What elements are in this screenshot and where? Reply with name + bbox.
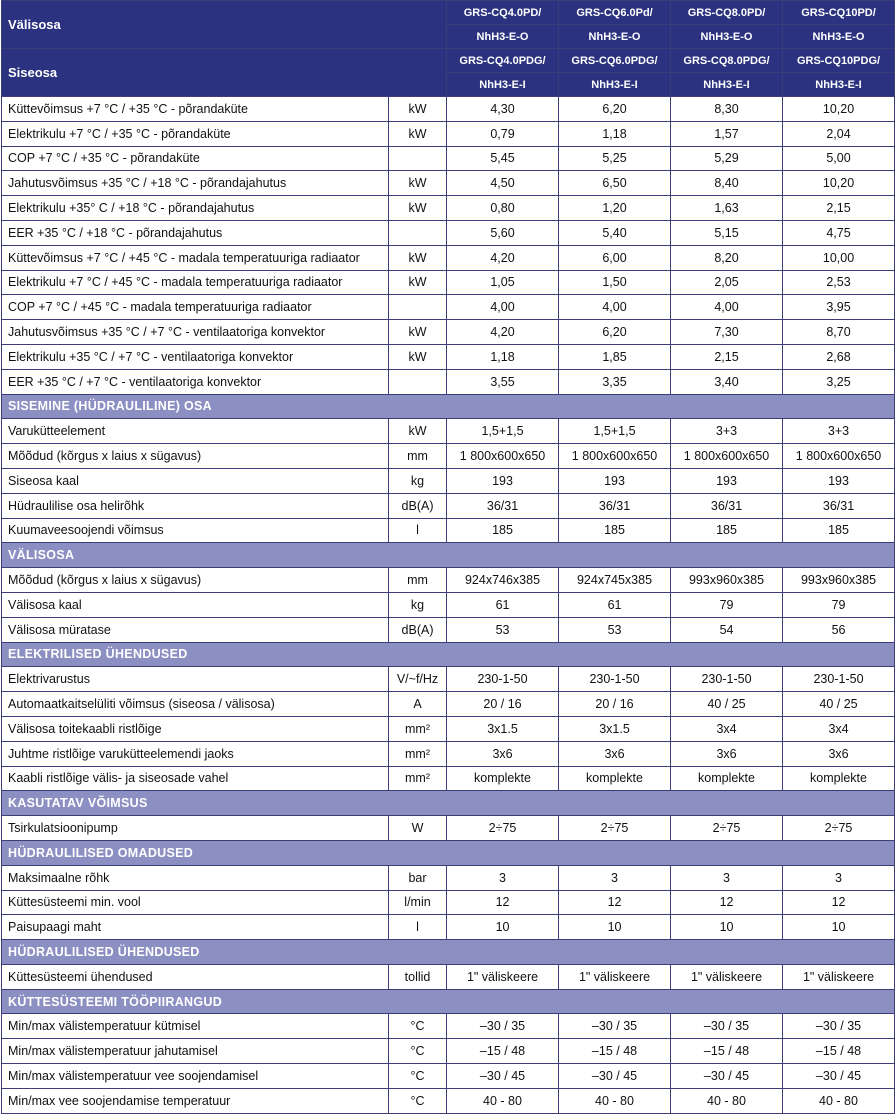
spec-value: 8,70 (783, 320, 895, 345)
spec-value: 2,05 (671, 270, 783, 295)
spec-value: 10 (671, 915, 783, 940)
spec-value: 1,18 (447, 344, 559, 369)
spec-value: 924x745x385 (559, 568, 671, 593)
spec-value: 230-1-50 (671, 667, 783, 692)
spec-value: 79 (783, 592, 895, 617)
spec-value: 40 - 80 (783, 1088, 895, 1113)
spec-label: Elektrikulu +7 °C / +35 °C - põrandaküte (2, 121, 389, 146)
spec-row (2, 171, 895, 196)
spec-unit: tollid (389, 964, 447, 989)
spec-value: 3 (783, 865, 895, 890)
spec-unit: °C (389, 1014, 447, 1039)
spec-value: 8,30 (671, 97, 783, 122)
spec-row (2, 468, 895, 493)
spec-value: 6,20 (559, 97, 671, 122)
spec-value: 5,60 (447, 220, 559, 245)
spec-value: 1" väliskeere (671, 964, 783, 989)
spec-row (2, 369, 895, 394)
spec-row (2, 518, 895, 543)
spec-value: 993x960x385 (671, 568, 783, 593)
spec-unit: kW (389, 344, 447, 369)
spec-unit: l/min (389, 890, 447, 915)
outdoor-model-line1: GRS-CQ10PD/ (783, 1, 895, 25)
spec-label: Mõõdud (kõrgus x laius x sügavus) (2, 444, 389, 469)
spec-label: Siseosa kaal (2, 468, 389, 493)
spec-value: 5,40 (559, 220, 671, 245)
spec-value: 2,53 (783, 270, 895, 295)
spec-value: 2,68 (783, 344, 895, 369)
spec-value: 1,18 (559, 121, 671, 146)
spec-row (2, 1014, 895, 1039)
spec-table-body (2, 1, 895, 1114)
spec-value: 4,20 (447, 245, 559, 270)
outdoor-unit-heading: Välisosa (2, 1, 447, 49)
section-title: HÜDRAULILISED OMADUSED (2, 840, 895, 865)
spec-label: Mõõdud (kõrgus x laius x sügavus) (2, 568, 389, 593)
spec-value: 10 (783, 915, 895, 940)
spec-row (2, 220, 895, 245)
section-title: KASUTATAV VÕIMSUS (2, 791, 895, 816)
spec-unit (389, 220, 447, 245)
spec-value: 4,20 (447, 320, 559, 345)
spec-value: 40 - 80 (559, 1088, 671, 1113)
spec-value: 10,00 (783, 245, 895, 270)
outdoor-model-line1: GRS-CQ4.0PD/ (447, 1, 559, 25)
spec-label: COP +7 °C / +35 °C - põrandaküte (2, 146, 389, 171)
spec-value: 2÷75 (559, 816, 671, 841)
spec-value: 3,35 (559, 369, 671, 394)
spec-value: 4,30 (447, 97, 559, 122)
spec-label: Elektrikulu +35 °C / +7 °C - ventilaatoriga konvektor (2, 344, 389, 369)
spec-label: Min/max välistemperatuur vee soojendamisel (2, 1064, 389, 1089)
spec-label: Küttevõimsus +7 °C / +45 °C - madala temperatuuriga radiaator (2, 245, 389, 270)
spec-label: Varukütteelement (2, 419, 389, 444)
spec-value: 3x6 (447, 741, 559, 766)
spec-value: 1,85 (559, 344, 671, 369)
outdoor-model-line1: GRS-CQ8.0PD/ (671, 1, 783, 25)
spec-unit: °C (389, 1064, 447, 1089)
spec-value: 40 - 80 (447, 1088, 559, 1113)
indoor-model-header-row-1 (2, 49, 895, 73)
spec-value: 3+3 (783, 419, 895, 444)
spec-value: 1 800x600x650 (559, 444, 671, 469)
spec-value: 1,50 (559, 270, 671, 295)
spec-label: Kaabli ristlõige välis- ja siseosade vahel (2, 766, 389, 791)
spec-value: –30 / 35 (783, 1014, 895, 1039)
spec-value: 193 (447, 468, 559, 493)
spec-unit: kW (389, 245, 447, 270)
spec-value: 56 (783, 617, 895, 642)
spec-value: 1" väliskeere (447, 964, 559, 989)
spec-value: –15 / 48 (447, 1039, 559, 1064)
spec-row (2, 915, 895, 940)
spec-unit: mm (389, 568, 447, 593)
spec-value: 2÷75 (671, 816, 783, 841)
spec-row (2, 592, 895, 617)
spec-value: 61 (447, 592, 559, 617)
spec-value: 1,20 (559, 196, 671, 221)
outdoor-model-header-row-1 (2, 1, 895, 25)
spec-value: –15 / 48 (671, 1039, 783, 1064)
spec-value: –30 / 35 (447, 1014, 559, 1039)
spec-value: 40 - 80 (671, 1088, 783, 1113)
spec-value: 2÷75 (783, 816, 895, 841)
spec-value: 4,75 (783, 220, 895, 245)
spec-row (2, 741, 895, 766)
spec-row (2, 270, 895, 295)
spec-value: 3,55 (447, 369, 559, 394)
spec-value: 4,00 (671, 295, 783, 320)
spec-value: 3x1.5 (559, 716, 671, 741)
spec-value: –30 / 35 (671, 1014, 783, 1039)
spec-unit: bar (389, 865, 447, 890)
spec-value: 230-1-50 (447, 667, 559, 692)
spec-value: 193 (783, 468, 895, 493)
spec-value: 40 / 25 (671, 692, 783, 717)
spec-value: 10 (559, 915, 671, 940)
spec-value: 10 (447, 915, 559, 940)
spec-unit: kW (389, 320, 447, 345)
spec-value: 230-1-50 (559, 667, 671, 692)
spec-row (2, 295, 895, 320)
spec-row (2, 419, 895, 444)
spec-value: 79 (671, 592, 783, 617)
spec-label: Automaatkaitselüliti võimsus (siseosa / välisosa) (2, 692, 389, 717)
spec-row (2, 890, 895, 915)
spec-value: 8,20 (671, 245, 783, 270)
spec-value: 0,80 (447, 196, 559, 221)
spec-row (2, 964, 895, 989)
spec-unit: kW (389, 270, 447, 295)
spec-value: 3,40 (671, 369, 783, 394)
spec-label: Juhtme ristlõige varukütteelemendi jaoks (2, 741, 389, 766)
spec-unit (389, 369, 447, 394)
spec-value: 1" väliskeere (783, 964, 895, 989)
spec-label: Küttesüsteemi min. vool (2, 890, 389, 915)
spec-label: Paisupaagi maht (2, 915, 389, 940)
spec-value: 4,00 (559, 295, 671, 320)
indoor-unit-heading: Siseosa (2, 49, 447, 97)
spec-value: –30 / 45 (671, 1064, 783, 1089)
spec-unit: °C (389, 1088, 447, 1113)
spec-value: komplekte (447, 766, 559, 791)
spec-value: 5,45 (447, 146, 559, 171)
spec-row (2, 493, 895, 518)
spec-value: 1,5+1,5 (559, 419, 671, 444)
spec-unit: dB(A) (389, 493, 447, 518)
spec-value: 61 (559, 592, 671, 617)
spec-value: 6,00 (559, 245, 671, 270)
spec-row (2, 766, 895, 791)
spec-value: komplekte (783, 766, 895, 791)
spec-row (2, 865, 895, 890)
spec-value: 5,15 (671, 220, 783, 245)
spec-row (2, 667, 895, 692)
indoor-model-line1: GRS-CQ4.0PDG/ (447, 49, 559, 73)
spec-label: EER +35 °C / +18 °C - põrandajahutus (2, 220, 389, 245)
spec-unit: W (389, 816, 447, 841)
section-header-row (2, 791, 895, 816)
spec-value: komplekte (671, 766, 783, 791)
spec-label: Elektrikulu +7 °C / +45 °C - madala temperatuuriga radiaator (2, 270, 389, 295)
spec-value: 54 (671, 617, 783, 642)
section-title: ELEKTRILISED ÜHENDUSED (2, 642, 895, 667)
spec-label: EER +35 °C / +7 °C - ventilaatoriga konvektor (2, 369, 389, 394)
spec-label: Kuumaveesoojendi võimsus (2, 518, 389, 543)
outdoor-model-line2: NhH3-E-O (671, 25, 783, 49)
spec-unit: kW (389, 419, 447, 444)
spec-value: 3 (671, 865, 783, 890)
spec-row (2, 617, 895, 642)
spec-value: 40 / 25 (783, 692, 895, 717)
spec-value: 230-1-50 (783, 667, 895, 692)
spec-unit: kg (389, 468, 447, 493)
spec-value: 3x6 (671, 741, 783, 766)
spec-value: 185 (671, 518, 783, 543)
spec-value: 36/31 (447, 493, 559, 518)
spec-value: 185 (559, 518, 671, 543)
spec-row (2, 1039, 895, 1064)
spec-value: 2,15 (783, 196, 895, 221)
spec-row (2, 716, 895, 741)
spec-value: 2÷75 (447, 816, 559, 841)
spec-label: COP +7 °C / +45 °C - madala temperatuuriga radiaator (2, 295, 389, 320)
outdoor-model-line2: NhH3-E-O (783, 25, 895, 49)
spec-unit: l (389, 518, 447, 543)
spec-value: 193 (671, 468, 783, 493)
spec-row (2, 344, 895, 369)
spec-value: –30 / 45 (447, 1064, 559, 1089)
spec-unit: A (389, 692, 447, 717)
spec-unit: l (389, 915, 447, 940)
section-header-row (2, 940, 895, 965)
spec-value: 1" väliskeere (559, 964, 671, 989)
spec-value: 3,95 (783, 295, 895, 320)
spec-value: –30 / 35 (559, 1014, 671, 1039)
indoor-model-line2: NhH3-E-I (559, 73, 671, 97)
indoor-model-line1: GRS-CQ8.0PDG/ (671, 49, 783, 73)
spec-label: Elektrivarustus (2, 667, 389, 692)
spec-value: 2,15 (671, 344, 783, 369)
section-title: SISEMINE (HÜDRAULILINE) OSA (2, 394, 895, 419)
spec-row (2, 1088, 895, 1113)
spec-value: 10,20 (783, 97, 895, 122)
spec-value: 6,50 (559, 171, 671, 196)
section-title: VÄLISOSA (2, 543, 895, 568)
spec-value: 1,57 (671, 121, 783, 146)
spec-value: 5,25 (559, 146, 671, 171)
spec-value: 36/31 (783, 493, 895, 518)
spec-label: Min/max välistemperatuur jahutamisel (2, 1039, 389, 1064)
spec-row (2, 816, 895, 841)
spec-value: 7,30 (671, 320, 783, 345)
spec-value: 193 (559, 468, 671, 493)
indoor-model-line1: GRS-CQ10PDG/ (783, 49, 895, 73)
spec-value: 5,29 (671, 146, 783, 171)
spec-value: 12 (671, 890, 783, 915)
indoor-model-line2: NhH3-E-I (447, 73, 559, 97)
spec-table (1, 0, 895, 1114)
spec-row (2, 692, 895, 717)
outdoor-model-line1: GRS-CQ6.0Pd/ (559, 1, 671, 25)
spec-value: 1 800x600x650 (783, 444, 895, 469)
spec-value: 185 (447, 518, 559, 543)
outdoor-model-line2: NhH3-E-O (447, 25, 559, 49)
spec-value: 20 / 16 (447, 692, 559, 717)
spec-value: 6,20 (559, 320, 671, 345)
section-title: KÜTTESÜSTEEMI TÖÖPIIRANGUD (2, 989, 895, 1014)
spec-unit: kW (389, 196, 447, 221)
spec-row (2, 1064, 895, 1089)
spec-value: 1,5+1,5 (447, 419, 559, 444)
spec-value: komplekte (559, 766, 671, 791)
spec-value: 12 (783, 890, 895, 915)
spec-value: 36/31 (671, 493, 783, 518)
spec-unit: kW (389, 171, 447, 196)
spec-label: Küttesüsteemi ühendused (2, 964, 389, 989)
spec-row (2, 444, 895, 469)
spec-value: 1 800x600x650 (671, 444, 783, 469)
spec-row (2, 97, 895, 122)
spec-row (2, 146, 895, 171)
spec-row (2, 121, 895, 146)
spec-row (2, 196, 895, 221)
spec-value: 185 (783, 518, 895, 543)
spec-value: –15 / 48 (559, 1039, 671, 1064)
spec-value: 3x6 (783, 741, 895, 766)
spec-value: 36/31 (559, 493, 671, 518)
spec-label: Elektrikulu +35° C / +18 °C - põrandajahutus (2, 196, 389, 221)
spec-value: 3x6 (559, 741, 671, 766)
indoor-model-line2: NhH3-E-I (671, 73, 783, 97)
spec-unit: mm (389, 444, 447, 469)
spec-label: Tsirkulatsioonipump (2, 816, 389, 841)
spec-value: 12 (447, 890, 559, 915)
spec-label: Hüdraulilise osa helirõhk (2, 493, 389, 518)
section-title: HÜDRAULILISED ÜHENDUSED (2, 940, 895, 965)
spec-label: Välisosa toitekaabli ristlõige (2, 716, 389, 741)
spec-unit: V/~f/Hz (389, 667, 447, 692)
spec-value: 0,79 (447, 121, 559, 146)
spec-row (2, 320, 895, 345)
spec-value: 3x4 (671, 716, 783, 741)
spec-value: 924x746x385 (447, 568, 559, 593)
spec-value: 8,40 (671, 171, 783, 196)
spec-value: 2,04 (783, 121, 895, 146)
spec-value: 12 (559, 890, 671, 915)
spec-row (2, 568, 895, 593)
spec-label: Välisosa müratase (2, 617, 389, 642)
spec-value: 993x960x385 (783, 568, 895, 593)
spec-value: 53 (447, 617, 559, 642)
spec-value: 3x4 (783, 716, 895, 741)
spec-value: 10,20 (783, 171, 895, 196)
spec-unit: kW (389, 121, 447, 146)
spec-value: 1,63 (671, 196, 783, 221)
spec-unit (389, 146, 447, 171)
section-header-row (2, 840, 895, 865)
spec-value: –15 / 48 (783, 1039, 895, 1064)
spec-value: 53 (559, 617, 671, 642)
spec-value: 3+3 (671, 419, 783, 444)
spec-value: 4,50 (447, 171, 559, 196)
section-header-row (2, 543, 895, 568)
spec-label: Jahutusvõimsus +35 °C / +18 °C - põrandajahutus (2, 171, 389, 196)
indoor-model-line1: GRS-CQ6.0PDG/ (559, 49, 671, 73)
spec-value: 4,00 (447, 295, 559, 320)
spec-value: 5,00 (783, 146, 895, 171)
spec-unit: mm² (389, 716, 447, 741)
spec-label: Jahutusvõimsus +35 °C / +7 °C - ventilaatoriga konvektor (2, 320, 389, 345)
spec-unit: kW (389, 97, 447, 122)
spec-label: Maksimaalne rõhk (2, 865, 389, 890)
spec-unit: mm² (389, 741, 447, 766)
spec-unit: dB(A) (389, 617, 447, 642)
section-header-row (2, 394, 895, 419)
spec-value: 3 (447, 865, 559, 890)
spec-value: 3 (559, 865, 671, 890)
spec-unit (389, 295, 447, 320)
spec-row (2, 245, 895, 270)
spec-unit: °C (389, 1039, 447, 1064)
section-header-row (2, 989, 895, 1014)
spec-label: Min/max välistemperatuur kütmisel (2, 1014, 389, 1039)
section-header-row (2, 642, 895, 667)
spec-label: Min/max vee soojendamise temperatuur (2, 1088, 389, 1113)
spec-unit: mm² (389, 766, 447, 791)
spec-value: 1,05 (447, 270, 559, 295)
outdoor-model-line2: NhH3-E-O (559, 25, 671, 49)
spec-value: –30 / 45 (783, 1064, 895, 1089)
spec-label: Välisosa kaal (2, 592, 389, 617)
spec-value: 3x1.5 (447, 716, 559, 741)
spec-value: 3,25 (783, 369, 895, 394)
indoor-model-line2: NhH3-E-I (783, 73, 895, 97)
spec-unit: kg (389, 592, 447, 617)
spec-value: 20 / 16 (559, 692, 671, 717)
spec-value: –30 / 45 (559, 1064, 671, 1089)
spec-value: 1 800x600x650 (447, 444, 559, 469)
spec-label: Küttevõimsus +7 °C / +35 °C - põrandaküte (2, 97, 389, 122)
